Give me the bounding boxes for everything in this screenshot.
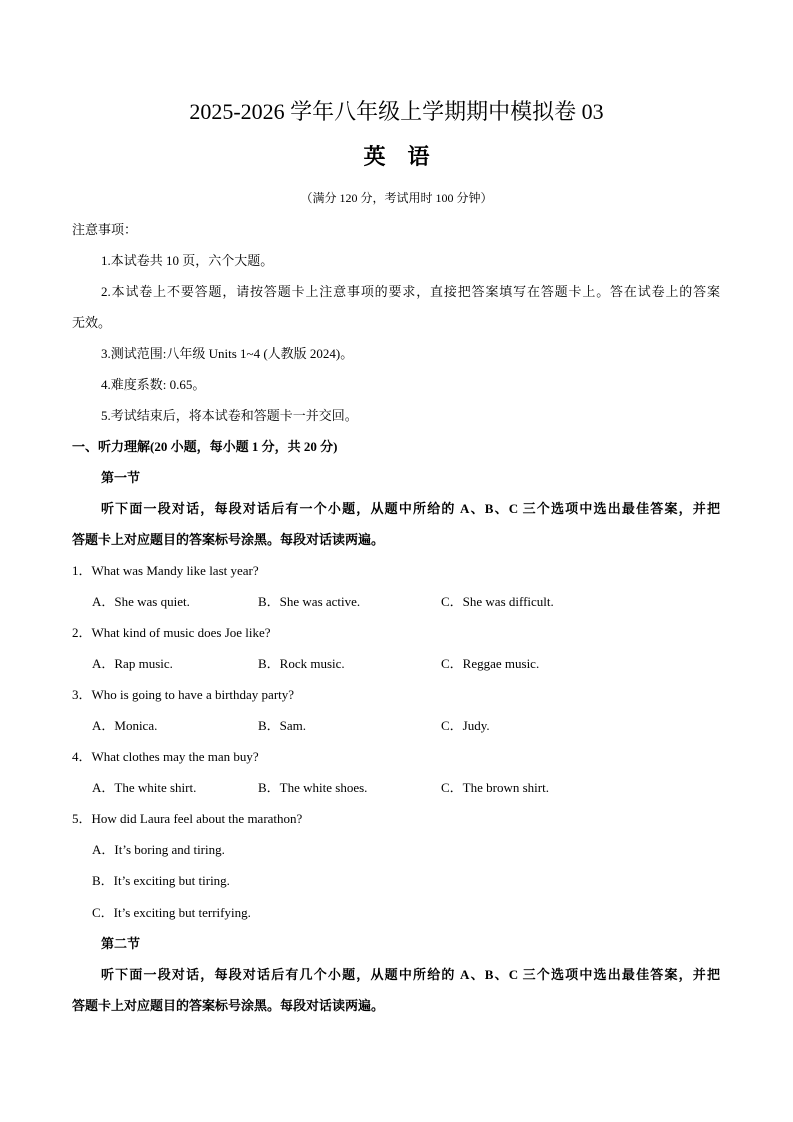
question-3-option-b: B．Sam. — [258, 718, 307, 733]
question-1-option-a: A．She was quiet. — [92, 594, 190, 609]
exam-title: 2025-2026 学年八年级上学期期中模拟卷 03 — [189, 99, 604, 124]
notice-item-2-continued: 无效。 — [72, 315, 112, 330]
part-1-instruction-line-1: 听下面一段对话，每段对话后有一个小题，从题中所给的 A、B、C 三个选项中选出最佳答案，并把 — [101, 501, 720, 516]
question-3-option-a: A．Monica. — [92, 718, 158, 733]
part-1-instruction-line-2: 答题卡上对应题目的答案标号涂黑。每段对话读两遍。 — [72, 532, 385, 547]
question-2-option-b: B．Rock music. — [258, 656, 345, 671]
part-2-instruction-line-2: 答题卡上对应题目的答案标号涂黑。每段对话读两遍。 — [72, 998, 385, 1013]
notice-item-2: 2.本试卷上不要答题，请按答题卡上注意事项的要求，直接把答案填写在答题卡上。答在试卷上的答案 — [101, 284, 720, 299]
part-2-instruction-line-1: 听下面一段对话，每段对话后有几个小题，从题中所给的 A、B、C 三个选项中选出最佳答案，并把 — [101, 967, 720, 982]
notice-item-3: 3.测试范围:八年级 Units 1~4 (人教版 2024)。 — [101, 346, 354, 361]
question-2-stem: 2．What kind of music does Joe like? — [72, 625, 271, 640]
notice-heading: 注意事项： — [72, 222, 138, 237]
question-1-option-c: C．She was difficult. — [441, 594, 554, 609]
notice-item-1: 1.本试卷共 10 页，六个大题。 — [101, 253, 274, 268]
question-4-stem: 4．What clothes may the man buy? — [72, 749, 259, 764]
question-4-option-c: C．The brown shirt. — [441, 780, 549, 795]
exam-subject: 英语 — [363, 144, 452, 169]
question-4-option-b: B．The white shoes. — [258, 780, 368, 795]
question-5-option-c: C．It’s exciting but terrifying. — [92, 905, 251, 920]
question-5-option-a: A．It’s boring and tiring. — [92, 842, 225, 857]
question-5-stem: 5．How did Laura feel about the marathon? — [72, 811, 303, 826]
question-1-option-b: B．She was active. — [258, 594, 361, 609]
question-5-option-b: B．It’s exciting but tiring. — [92, 873, 230, 888]
question-2-option-c: C．Reggae music. — [441, 656, 540, 671]
question-3-option-c: C．Judy. — [441, 718, 490, 733]
question-2-option-a: A．Rap music. — [92, 656, 173, 671]
notice-item-4: 4.难度系数: 0.65。 — [101, 377, 206, 392]
section-heading-listening: 一、听力理解(20 小题，每小题 1 分，共 20 分) — [72, 439, 338, 454]
notice-item-5: 5.考试结束后，将本试卷和答题卡一并交回。 — [101, 408, 358, 423]
part-2-title: 第二节 — [101, 936, 141, 951]
question-3-stem: 3．Who is going to have a birthday party? — [72, 687, 295, 702]
exam-score-time-note: （满分 120 分，考试用时 100 分钟） — [300, 191, 493, 205]
question-1-stem: 1．What was Mandy like last year? — [72, 563, 259, 578]
question-4-option-a: A．The white shirt. — [92, 780, 197, 795]
part-1-title: 第一节 — [101, 470, 141, 485]
